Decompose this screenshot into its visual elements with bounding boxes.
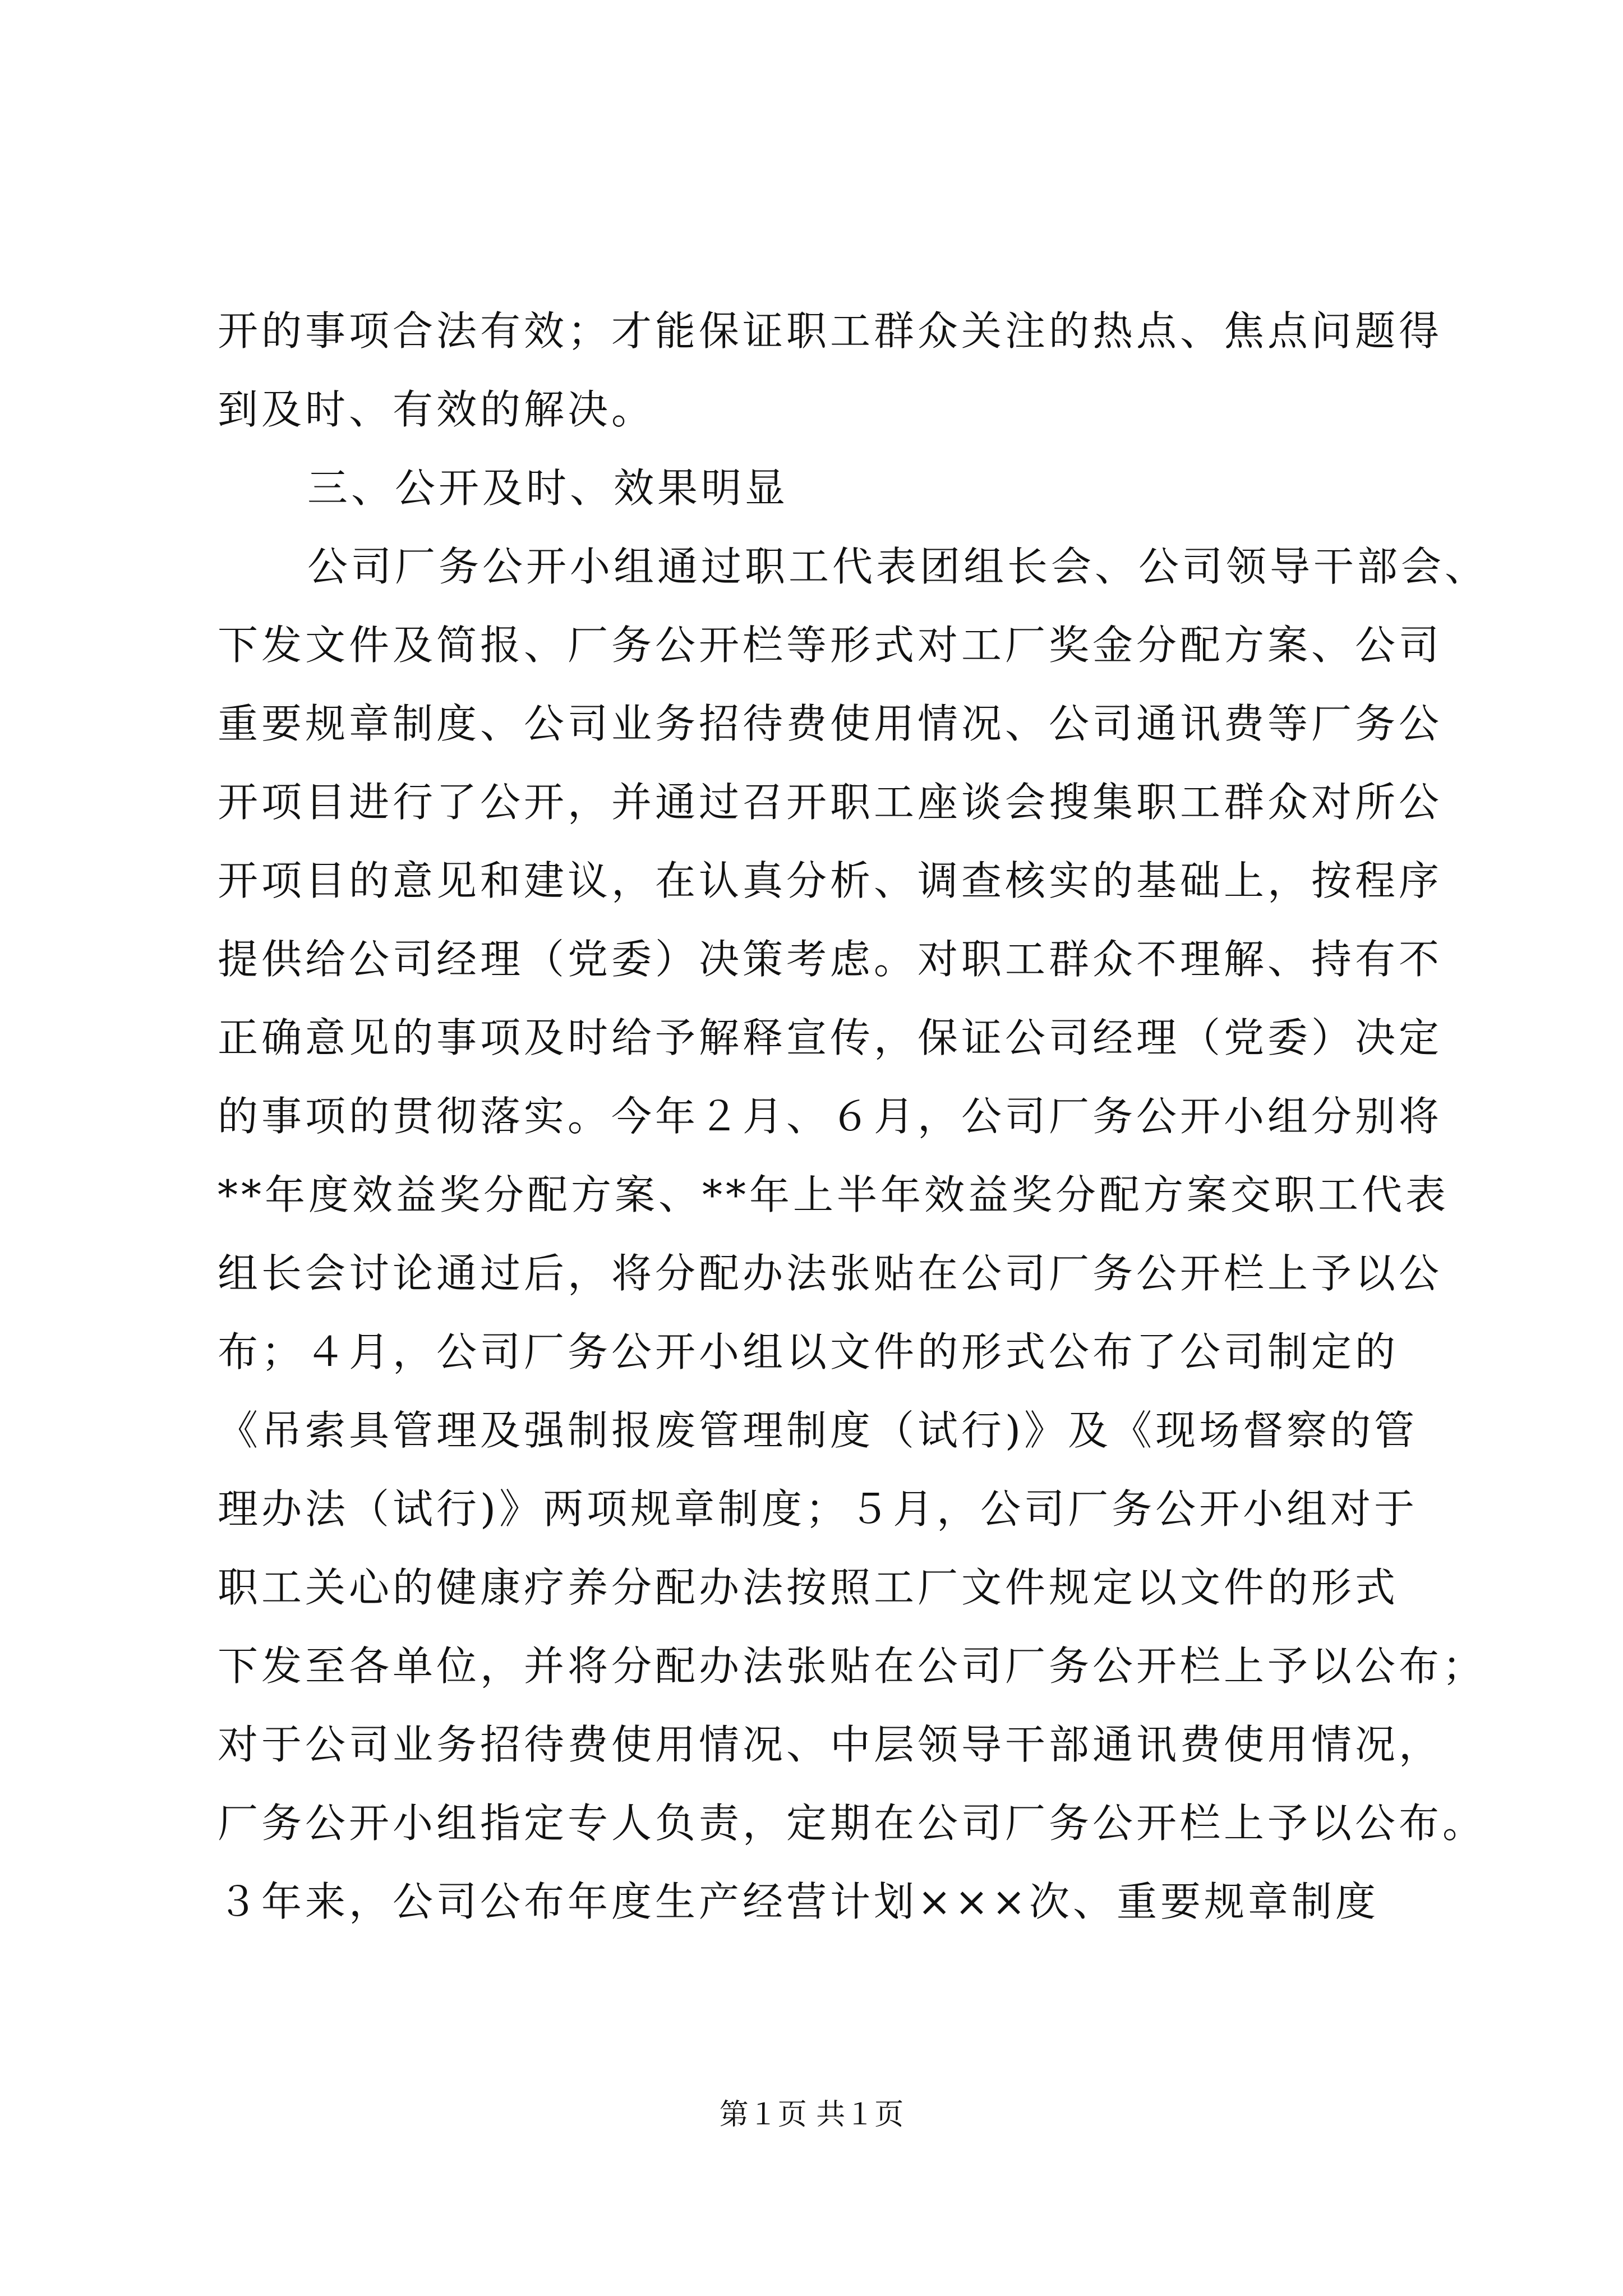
text-line: ３年来，公司公布年度生产经营计划×××次、重要规章制度 — [218, 1878, 1379, 1925]
text-line: 开项目进行了公开，并通过召开职工座谈会搜集职工群众对所公 — [218, 779, 1443, 826]
text-line: 组长会讨论通过后，将分配办法张贴在公司厂务公开栏上予以公 — [218, 1250, 1443, 1297]
text-line: 正确意见的事项及时给予解释宣传，保证公司经理（党委）决定 — [218, 1014, 1443, 1061]
text-line: 下发文件及简报、厂务公开栏等形式对工厂奖金分配方案、公司 — [218, 622, 1443, 669]
section-heading: 三、公开及时、效果明显 — [307, 464, 789, 512]
text-line: 公司厂务公开小组通过职工代表团组长会、公司领导干部会、 — [307, 543, 1489, 590]
text-line: 《吊索具管理及强制报废管理制度（试行)》及《现场督察的管 — [218, 1407, 1418, 1454]
text-line: **年度效益奖分配方案、**年上半年效益奖分配方案交职工代表 — [218, 1171, 1450, 1218]
text-line: 下发至各单位，并将分配办法张贴在公司厂务公开栏上予以公布； — [218, 1642, 1487, 1690]
text-line: 提供给公司经理（党委）决策考虑。对职工群众不理解、持有不 — [218, 936, 1443, 983]
page-number-footer: 第１页 共１页 — [719, 2098, 904, 2132]
text-line: 重要规章制度、公司业务招待费使用情况、公司通讯费等厂务公 — [218, 700, 1443, 747]
text-line: 开的事项合法有效；才能保证职工群众关注的热点、焦点问题得 — [218, 307, 1443, 355]
text-line: 对于公司业务招待费使用情况、中层领导干部通讯费使用情况， — [218, 1721, 1443, 1768]
text-line: 到及时、有效的解决。 — [218, 386, 656, 433]
body-text — [218, 292, 1489, 1941]
text-line: 的事项的贯彻落实。今年２月、６月，公司厂务公开小组分别将 — [218, 1093, 1443, 1140]
text-line: 开项目的意见和建议，在认真分析、调查核实的基础上，按程序 — [218, 857, 1443, 904]
text-line: 理办法（试行)》两项规章制度；５月，公司厂务公开小组对于 — [218, 1485, 1418, 1533]
text-line: 厂务公开小组指定专人负责，定期在公司厂务公开栏上予以公布。 — [218, 1800, 1487, 1847]
text-line: 布；４月，公司厂务公开小组以文件的形式公布了公司制定的 — [218, 1328, 1399, 1375]
text-line: 职工关心的健康疗养分配办法按照工厂文件规定以文件的形式 — [218, 1564, 1399, 1611]
